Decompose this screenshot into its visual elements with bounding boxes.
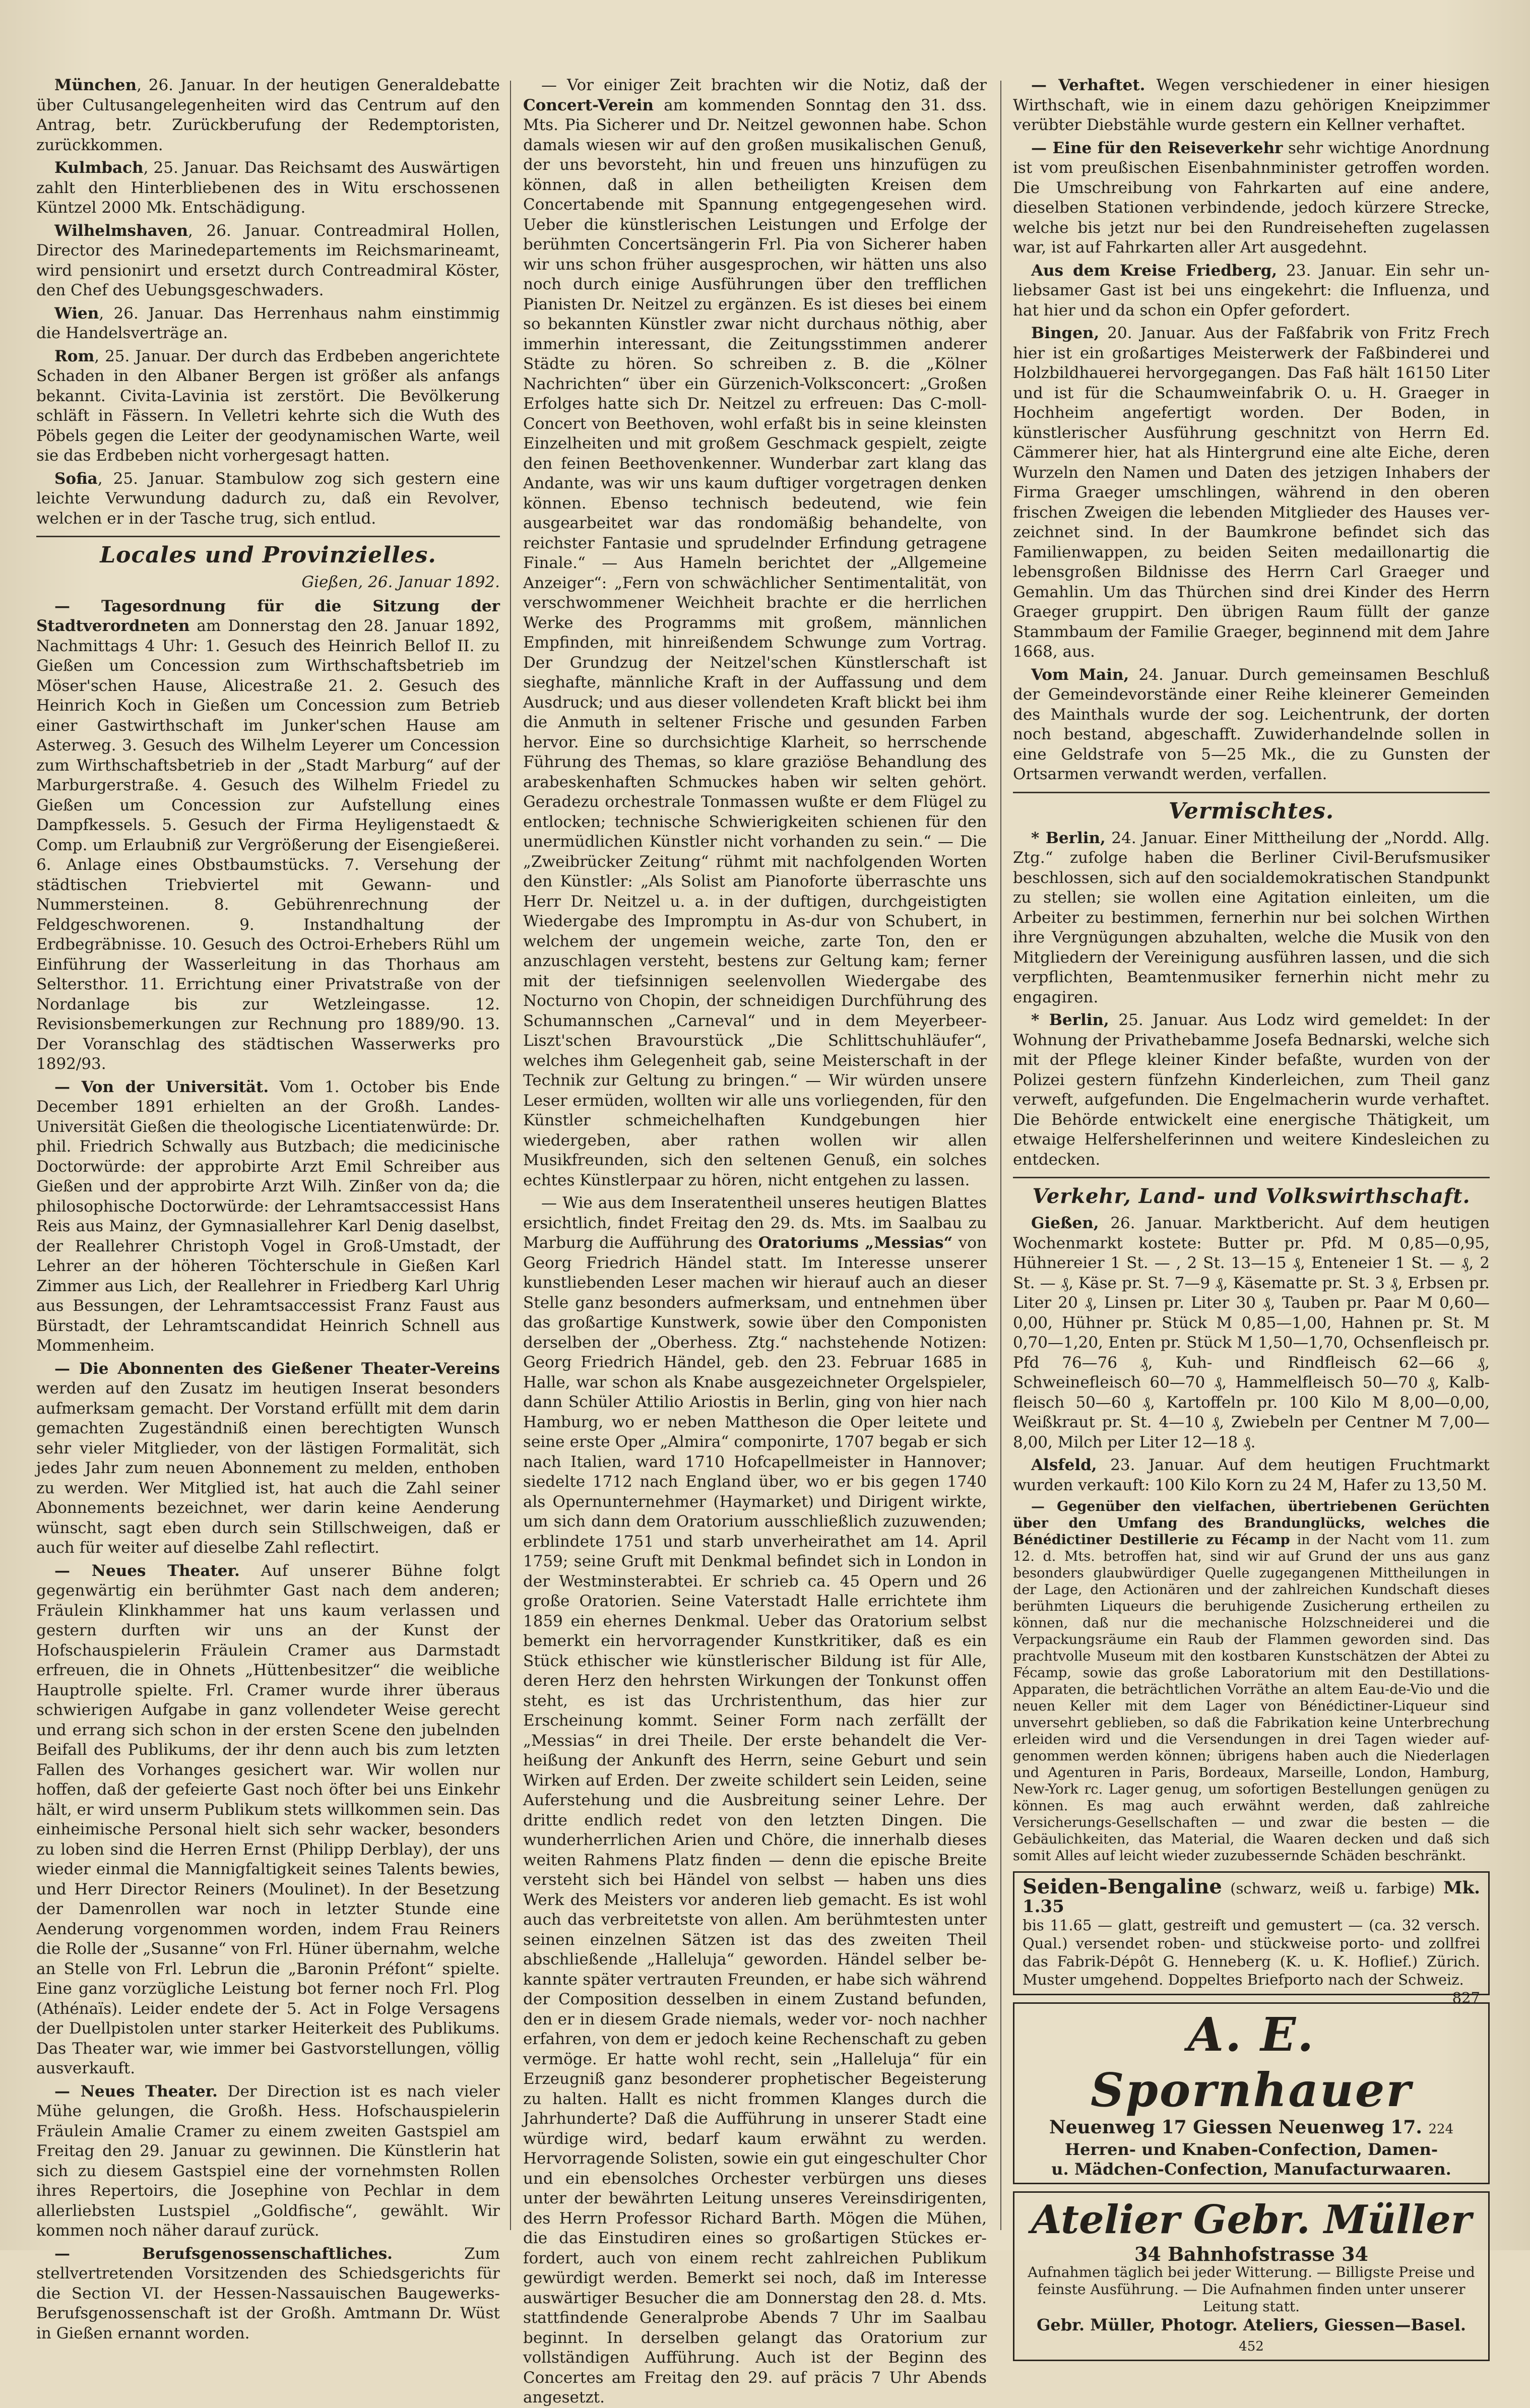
local-news	[36, 597, 500, 2344]
article-lead: Wien	[54, 304, 99, 323]
article-lead: Rom	[54, 347, 95, 365]
article-lead: — Eine für den	[1031, 139, 1168, 157]
article-text: 24. Januar. Durch gemeinsamen Beschluß der Gemeindevorstände einer Reihe kleinerer Gemeinden des Mainthals wurde der sog. Leichentrunk, der dorten noch bestand, abgeschafft. Zuwiderhandelnde sollen in eine Geldstrafe von 5—25 Mk., die zu Gunsten der Ortsarmen verwandt werden, verfallen.	[1013, 665, 1490, 783]
article-text: Wegen verschiedener in einer hiesigen Wirthschaft, wie in einem dazu gehörigen Kneipzimmer verübter Diebstähle wurde gestern ein Kellner verhaftet.	[1013, 76, 1490, 134]
advertisement-spornhauer	[1013, 2002, 1490, 2184]
article-lead: Aus dem Kreise Friedberg,	[1031, 261, 1278, 280]
ad-company-name: Atelier Gebr. Müller	[1031, 2196, 1472, 2243]
article-highlight: Reiseverkehr	[1167, 139, 1283, 157]
article-paragraph	[36, 1359, 500, 1558]
article-text: 23. Januar. Ein sehr unliebsamer Gast ist bei uns eingekehrt: die Influenza, und hat hier und da schon ein Opfer gefordert.	[1013, 261, 1490, 320]
ad-address: Neuenweg 17 Giessen Neuenweg 17.	[1049, 2117, 1422, 2138]
ad-line: u. Mädchen-Confection, Manufacturwaaren.	[1051, 2160, 1451, 2179]
article-paragraph	[36, 1561, 500, 2079]
local-news-continued	[523, 76, 987, 2408]
article-paragraph	[1013, 1214, 1490, 1452]
article-text: am Donnerstag den 28. Januar 1892, Nachmittags 4 Uhr: 1. Gesuch des Heinrich Bellof II. zu Gießen um Concession zum Wirthschaftsbetrieb im Möser'schen Hause, Alicestraße 21. 2. Gesuch des Heinrich Koch in Gießen um Concession zum Betrieb einer Gastwirthschaft im Junker'schen Hause am Asterweg. 3. Gesuch des Wilhelm Leyerer um Concession zum Wirthschaftsbetrieb in der „Stadt Marburg“ auf der Marburgerstraße. 4. Gesuch des Wilhelm Friedel zu Gießen um Concession zur Aufstellung eines Dampfkessels. 5. Gesuch der Firma Heyligenstaedt & Comp. um Erlaubniß zur Vergrößerung der Eisengießerei. 6. Anlage eines Obstbaumstücks. 7. Versehung der städtischen Triebviertel mit Gewann- und Nummersteinen. 8. Gebührenrechnung der Feldgeschworenen. 9. Instandhaltung der Erdbegräbnisse. 10. Gesuch des Octroi-Erhebers Rühl um Einführung der Wasserleitung in das Thorhaus am Seltersthor. 11. Errichtung einer Privatstraße von der Nordanlage bis zur Wetzleingasse. 12. Revisionsbemerkungen zur Rechnung pro 1889/90. 13. Der Voranschlag des städtischen Wasserwerks pro 1892/93.	[36, 617, 500, 1073]
article-text: Zum stellvertretenden Vorsitzenden des Schiedsgerichts für die Section VI. der Hessen-Nassauischen Baugewerks-Berufsgenossenschaft ist der Großh. Amtmann Dr. Wüst in Gießen ernannt worden.	[36, 2244, 500, 2342]
article-lead: — Neues Theater.	[54, 2082, 218, 2101]
article-lead: — Neues Theater.	[54, 1561, 240, 1580]
article-paragraph	[1013, 261, 1490, 321]
article-lead: München	[54, 76, 137, 94]
article-lead: Kulmbach	[54, 159, 144, 177]
local-news-continued	[1013, 76, 1490, 785]
ad-address: 34 Bahnhofstrasse 34	[1134, 2242, 1369, 2265]
article-text: 20. Januar. Aus der Faßfabrik von Fritz Frech hier ist ein großartiges Meisterwerk der Faßbinderei und Holzbildhauerei hervorgegangen. Das Faß hält 16150 Liter und ist für die Schaumweinfabrik O. u. H. Graeger in Hochheim angefertigt worden. Der Boden, in künstlerischer Ausführung geschnitzt von Herrn Ed. Cämmerer hier, hat als Hintergrund eine alte Eiche, deren Wurzeln den Namen und Daten des jetzigen Inhabers der Firma Graeger umschlingen, während in den oberen frischen Zweigen die lebenden Mitglieder des Hauses verzeichnet sind. In der Baumkrone befindet sich das Familienwappen, zu beiden Seiten medaillonartig die lebensgroßen Bildnisse des Herrn Carl Graeger und Gemahlin. Um das Thürchen sind drei Kinder des Herrn Graeger gruppirt. Den übrigen Raum füllt der ganze Stammbaum der Familie Graeger, beginnend mit dem Jahre 1668, aus.	[1013, 324, 1490, 661]
article-paragraph	[1013, 1498, 1490, 1864]
ad-title-note: (schwarz, weiß u. farbige)	[1222, 1880, 1443, 1897]
article-lead: — Vor einiger Zeit brachten wir die Notiz, daß der	[541, 76, 987, 94]
article-text: , 25. Januar. Stambulow zog sich gestern eine leichte Verwundung dadurch zu, daß ein Revolver, welchen er in der Tasche trug, sich entlud.	[36, 469, 500, 528]
article-text: , 26. Januar. In der heutigen Generaldebatte über Cultusangelegenheiten wird das Centrum auf den Antrag, betr. Zurückberufung der Redemptoristen, zurückkommen.	[36, 76, 500, 154]
article-lead: Bingen,	[1031, 324, 1100, 342]
economy-news	[1013, 1214, 1490, 1864]
article-lead: Gießen,	[1031, 1214, 1099, 1232]
article-lead: — Gegenüber den vielfachen, übertriebenen Gerüchten über den Umfang des Brandunglücks, welches die	[1013, 1499, 1490, 1531]
article-paragraph	[36, 347, 500, 466]
article-paragraph	[523, 1193, 987, 2408]
section-title-locales: Locales und Provinzielles.	[100, 542, 436, 568]
column-1	[36, 76, 500, 2342]
article-lead: * Berlin,	[1031, 1011, 1109, 1029]
article-lead: Alsfeld,	[1031, 1456, 1097, 1474]
column-rule	[510, 81, 511, 2230]
article-paragraph	[36, 158, 500, 218]
section-title-verkehr: Verkehr, Land- und Volkswirthschaft.	[1032, 1184, 1471, 1208]
article-text: 26. Januar. Marktbericht. Auf dem heutigen Wochenmarkt kostete: Butter pr. Pfd. M 0,85—0,95, Hühnereier 1 St. — , 2 St. 13—15 ₰, Enteneier 1 St. — ₰, 2 St. — ₰, Käse pr. St. 7—9 ₰, Käsematte pr. St. 3 ₰, Erbsen pr. Liter 20 ₰, Linsen pr. Liter 30 ₰, Tauben pr. Paar M 0,60—0,00, Hühner pr. Stück M 0,85—1,00, Hahnen pr. St. M 0,70—1,20, Enten pr. Stück M 1,50—1,70, Ochsenfleisch pr. Pfd 76—76 ₰, Kuh- und Rindfleisch 62—66 ₰, Schweinefleisch 60—70 ₰, Hammelfleisch 50—70 ₰, Kalbfleisch 50—60 ₰, Kartoffeln pr. 100 Kilo M 8,00—0,00, Weißkraut pr. St. 4—10 ₰, Zwiebeln per Centner M 7,00—8,00, Milch per Liter 12—18 ₰.	[1013, 1214, 1490, 1451]
section-divider	[36, 536, 500, 537]
article-paragraph	[36, 76, 500, 155]
ad-line: feinste Ausführung. — Die Aufnahmen finden unter unserer	[1037, 2281, 1465, 2298]
article-text: 23. Januar. Auf dem heutigen Fruchtmarkt wurden verkauft: 100 Kilo Korn zu 24 M, Hafer zu 13,50 M.	[1013, 1456, 1490, 1494]
ad-number: 452	[1239, 2338, 1264, 2354]
miscellaneous-news	[1013, 829, 1490, 1170]
article-paragraph	[1013, 829, 1490, 1008]
article-highlight: Oratoriums „Messias“	[758, 1234, 953, 1252]
column-rule	[1000, 81, 1001, 2230]
article-lead: * Berlin,	[1031, 829, 1106, 847]
ad-line: Aufnahmen täglich bei jeder Witterung. — Billigste Preise und	[1028, 2264, 1475, 2280]
article-text: 25. Januar. Aus Lodz wird gemeldet: In der Wohnung der Privathebamme Josefa Bednarski, welche sich mit der Pflege kleiner Kinder befaßte, wurden von der Polizei gestern fünfzehn Kinderleichen, zum Theil ganz verweft, aufgefunden. Die Engelmacherin wurde verhaftet. Die Behörde entwickelt eine energische Thätigkeit, um etwaige Helfershelferinnen und weitere Kindesleichen zu entdecken.	[1013, 1011, 1490, 1169]
ad-price: Mk. 1.35	[1023, 1878, 1480, 1917]
article-paragraph	[1013, 665, 1490, 785]
article-lead: — Die Abonnenten des Gießener Theater-Vereins	[54, 1359, 500, 1378]
article-text: , 25. Januar. Das Reichsamt des Auswärtigen zahlt den Hinterbliebenen des in Witu erschossenen Küntzel 2000 Mk. Entschädigung.	[36, 159, 500, 217]
article-lead: Wilhelmshaven	[54, 221, 188, 240]
section-divider	[1013, 792, 1490, 793]
ad-number: 224	[1428, 2122, 1454, 2137]
article-paragraph	[523, 76, 987, 1190]
article-paragraph	[36, 2082, 500, 2241]
article-text: , 26. Januar. Contreadmiral Hollen, Director des Marinedepartements im Reichsmarineamt, wird pensionirt und ersetzt durch Contreadmiral Köster, den Chef des Uebungsgeschwaders.	[36, 221, 500, 299]
article-text: von Georg Friedrich Händel statt. Im Interesse unserer kunstliebenden Leser machen wir hierauf auch an dieser Stelle ganz besonders aufmerksam, und entnehmen über das großartige Kunstwerk, sowie über den Componisten derselben der „Oberhess. Ztg.“ nachstehende Notizen: Georg Friedrich Händel, geb. den 23. Februar 1685 in Halle, war schon als Knabe ausgezeichneter Orgelspieler, dann Schüler Attilio Ariostis in Berlin, ging von hier nach Hamburg, wo er neben Mattheson die Oper leitete und seine erste Oper „Almira“ componirte, 1707 begab er sich nach Italien, ward 1710 Hofcapellmeister in Hannover; siedelte 1712 nach England über, wo er bis gegen 1740 als Opernunternehmer (Haymarket) und Dirigent wirkte, um sich dann dem Oratorium ausschließlich zuzuwenden; erblindete 1751 und starb unverheirathet am 14. April 1759; seine Gruft mit Denkmal befindet sich in London in der Westminsterabtei. Er schrieb ca. 45 Opern und 26 große Oratorien. Seine Vaterstadt Halle errichtete ihm 1859 ein ehernes Denkmal. Ueber das Oratorium selbst bemerkt ein hervorragender Kunstkritiker, daß es ein Stück ethischer wie künstlerischer Bildung ist für Alle, deren Herz den hehrsten Wirkungen der Tonkunst offen steht, es ist das Urchristenthum, das hier zur Erscheinung kommt. Seiner Form nach zerfällt der „Messias“ in drei Theile. Der erste behandelt die Verheißung der Ankunft des Herrn, seine Geburt und sein Wirken auf Erden. Der zweite schildert sein Leiden, seine Auferstehung und die Ausbreitung seiner Lehre. Der dritte endlich redet von den letzten Dingen. Die wunderherrlichen Arien und Chöre, die innerhalb dieses weiten Rahmens Platz finden — denn die epische Breite versteht sich bei Händel von selbst — haben uns dies Werk des Meisters vor anderen lieb gemacht. Es ist wohl auch das verbreitetste von allen. Am berühmtesten unter seinen einzelnen Sätzen ist das des zweiten Theil abschließende „Halleluja“ geworden. Händel selber bekannte später vertrauten Freunden, er habe sich während der Composition desselben in einem Zustand befunden, den er in diesem Grade niemals, weder vor- noch nachher erfahren, von dem er jedoch keine Rechenschaft zu geben vermöge. Er hatte wohl recht, sein „Halleluja“ für ein Erzeugniß ganz besonderer prophetischer Begeisterung zu halten. Hallt es nicht frommen Klanges durch die Jahrhunderte? Daß die Aufführung in unserer Stadt eine würdige wird, bedarf kaum erwähnt zu werden. Hervorragende Solisten, sowie ein gut eingeschulter Chor und ein ebensolches Orchester verbürgen uns dieses unter der bewährten Leitung unseres Vereinsdirigenten, des Herrn Professor Richard Barth. Mögen die Mühen, die das Einstudiren eines so großartigen Stückes erfordert, auch von einem recht zahlreichen Publikum gewürdigt werden. Bemerkt sei noch, daß im Interesse auswärtiger Besucher die am Donnerstag den 28. d. Mts. stattfindende Generalprobe Abends 7 Uhr im Saalbau beginnt. In derselben gelangt das Oratorium zur vollständigen Aufführung. Auch ist der Beginn des Concertes am Freitag den 29. auf präcis 7 Uhr Abends angesetzt.	[523, 1234, 987, 2406]
column-3	[1013, 76, 1490, 2354]
article-text: 24. Januar. Einer Mittheilung der „Nordd. Allg. Ztg.“ zufolge haben die Berliner Civil-Berufsmusiker beschlossen, sich auf den socialdemokratischen Standpunkt zu stellen; sie wollen eine Agitation einleiten, um die Arbeiter zu bestimmen, fernerhin nur bei solchen Wirthen ihre Vergnügungen abzuhalten, welche die Musik von den Mitgliedern der Vereinigung ausführen lassen, und die sich verpflichten, Beamtenmusiker fernerhin nicht mehr zu engagiren.	[1013, 829, 1490, 1006]
advertisement-seide	[1013, 1871, 1490, 2006]
ad-line: Leitung statt.	[1203, 2298, 1300, 2315]
article-lead: — Tagesordnung für die Sitzung der Stadtverordneten	[36, 597, 500, 635]
article-lead: — Verhaftet.	[1031, 76, 1145, 94]
ad-text: bis 11.65 — glatt, gestreift und gemustert — (ca. 32 versch. Qual.) versendet roben- und stückweise porto- und zollfrei das Fabrik-Dépôt G. Henneberg (K. u. K. Hoflief.) Zürich. Muster umgehend. Doppeltes Briefporto nach der Schweiz.	[1023, 1917, 1480, 1988]
advertisement-mueller	[1013, 2191, 1490, 2362]
article-paragraph	[1013, 76, 1490, 136]
section-dateline: Gießen, 26. Januar 1892.	[301, 573, 500, 591]
article-text: Der Direction ist es nach vieler Mühe gelungen, die Großh. Hess. Hofschauspielerin Fräulein Amalie Cramer zu einem zweiten Gastspiel am Freitag den 29. Januar zu gewinnen. Die Künstlerin hat sich zu diesem Gastspiel eine der vornehmsten Rollen ihres Repertoirs, die Josephine von Pechlar in dem allerliebsten Lustspiel „Goldfische“, gewählt. Wir kommen noch näher darauf zurück.	[36, 2082, 500, 2240]
article-highlight: Bénédictiner Destillerie zu Fécamp	[1013, 1532, 1290, 1548]
article-text: Auf unserer Bühne folgt gegenwärtig ein berühmter Gast nach dem anderen; Fräulein Klinkhammer hat uns kaum verlassen und gestern durften wir uns an der Kunst der Hofschauspielerin Fräulein Cramer aus Darmstadt erfreuen, die in Ohnets „Hüttenbesitzer“ die weibliche Hauptrolle spielte. Frl. Cramer wurde ihrer überaus schwierigen Aufgabe in ganz vollendeter Weise gerecht und errang sich schon in der ersten Scene den jubelnden Beifall des Publikums, der ihr denn auch bis zum letzten Fallen des Vorhanges gesichert war. Wir wollen nur hoffen, daß der gefeierte Gast noch öfter bei uns Einkehr hält, er wird unserm Publikum stets willkommen sein. Das einheimische Personal hielt sich sehr wacker, besonders zu loben sind die Herren Ernst (Philipp Derblay), der uns wieder einmal die Mannigfaltigkeit seines Talents bewies, und Herr Director Reiners (Moulinet). In der Besetzung der Damenrollen war noch in letzter Stunde eine Aenderung vorgenommen worden, indem Frau Reiners die Rolle der „Susanne“ von Frl. Hüner übernahm, welche an Stelle von Frl. Lebrun die „Baronin Préfont“ spielte. Eine ganz vorzügliche Leistung bot ferner noch Frl. Plog (Athénaïs). Leider endete der 5. Act in Folge Versagens der Duellpistolen unter starker Heiterkeit des Publikums. Das Theater war, wie immer bei Gastvorstellungen, völlig ausverkauft.	[36, 1561, 500, 2077]
ad-company-name: A. E. Spornhauer	[1091, 2007, 1412, 2117]
article-lead: Vom Main,	[1031, 665, 1129, 684]
article-text: am kommenden Sonntag den 31. dss. Mts. Pia Sicherer und Dr. Neitzel gewonnen habe. Schon damals wiesen wir auf den großen musikalischen Genuß, der uns bevorsteht, hin und freuen uns hinzufügen zu können, daß in allen betheiligten Kreisen dem Concertabende mit Spannung entgegengesehen wird. Ueber die künstlerischen Leistungen und Erfolge der berühmten Concertsängerin Frl. Pia von Sicherer haben wir uns schon früher ausgesprochen, wir hätten uns also noch durch einige Ausführungen über den trefflichen Pianisten Dr. Neitzel zu ergänzen. Es ist dieses bei einem so bekannten Künstler zwar nicht durchaus nöthig, aber immerhin interessant, die Zeitungsstimmen anderer Städte zu hören. So schreiben z. B. die „Kölner Nachrichten“ über ein Gürzenich-Volksconcert: „Großen Erfolges hatte sich Dr. Neitzel zu erfreuen: Das C-moll-Concert von Beethoven, wohl erfaßt bis in seine kleinsten Einzelheiten und mit großem Geschmack gespielt, zeigte den feinen Beethovenkenner. Wunderbar zart klang das Andante, was wir uns kaum duftiger vorgetragen denken können. Ebenso technisch bedeutend, wie fein ausgearbeitet war das rondomäßig behandelte, von reichster Fantasie und sprudelnder Erfindung getragene Finale.“ — Aus Hameln berichtet der „Allgemeine Anzeiger“: „Fern von schwächlicher Sentimentalität, von verschwommener Weichheit brachte er die herrlichen Werke des Programms mit großem, männlichen Empfinden, mit hinreißendem Schwunge zum Vortrag. Der Grundzug der Neitzel'schen Künstlerschaft ist sieghafte, männliche Kraft in der Auffassung und dem Ausdruck; und aus dieser vollendeten Kraft blickt bei ihm die Anmuth in seltener Frische und gesunden Farben hervor. Eine so durchsichtige Klarheit, so herrschende Führung des Themas, so klare graziöse Behandlung des arabeskenhaften Schmuckes haben wir selten gehört. Geradezu orchestrale Tonmassen wußte er dem Flügel zu entlocken; technische Schwierigkeiten schienen für den unermüdlichen Künstler nicht vorhanden zu sein.“ — Die „Zweibrücker Zeitung“ rühmt mit nachfolgenden Worten den Künstler: „Als Solist am Pianoforte überraschte uns Herr Dr. Neitzel u. a. in der duftigen, durchgeistigten Wiedergabe des Impromptu in As-dur von Schubert, in welchem der ungemein weiche, zarte Ton, den er anzuschlagen versteht, bestens zur Geltung kam; ferner mit der tiefsinnigen seelenvollen Wiedergabe des Nocturno von Chopin, der schneidigen Durchführung des Schumannschen „Carneval“ und in dem Meyerbeer-Liszt'schen Bravourstück „Die Schlittschuhläufer“, welches ihm Gelegenheit gab, seine Meisterschaft in der Technik zur Geltung zu bringen.“ — Wir würden unsere Leser ermüden, wollten wir alle uns vorliegenden, für den Künstler schmeichelhaften Kundgebungen hier wiedergeben, aber rathen wollen wir allen Musikfreunden, sich den seltenen Genuß, ein solches echtes Künstlerpaar zu hören, nicht entgehen zu lassen.	[523, 96, 987, 1189]
ad-line: Herren- und Knaben-Confection, Damen-	[1064, 2139, 1438, 2159]
article-lead: — Von der Universität.	[54, 1078, 269, 1096]
section-title-vermischtes: Vermischtes.	[1168, 798, 1334, 824]
article-paragraph	[36, 597, 500, 1074]
article-paragraph	[1013, 1455, 1490, 1495]
article-lead: Sofia	[54, 469, 98, 488]
article-paragraph	[1013, 139, 1490, 258]
ad-footer: Gebr. Müller, Photogr. Ateliers, Giessen—Basel.	[1037, 2315, 1466, 2334]
article-text: Vom 1. October bis Ende December 1891 erhielten an der Großh. Landes-Universität Gießen die theologische Licentiatenwürde: Dr. phil. Friedrich Schwally aus Butzbach; die medicinische Doctorwürde: der approbirte Arzt Emil Schreiber aus Gießen und der approbirte Arzt Wilh. Zinßer von da; die philosophische Doctorwürde: der Lehramtsaccessist Hans Reis aus Mainz, der Gymnasiallehrer Karl Denig daselbst, der Reallehrer Christoph Vogel in Groß-Umstadt, der Lehrer an der höheren Töchterschule in Gießen Karl Zimmer aus Lich, der Reallehrer in Friedberg Karl Uhrig aus Bessungen, der Lehramtsaccessist Franz Faust aus Bürstadt, der Lehramtscandidat Heinrich Schnell aus Mommenheim.	[36, 1078, 500, 1355]
article-paragraph	[36, 469, 500, 529]
article-paragraph	[36, 2244, 500, 2344]
article-highlight: Concert-Verein	[523, 96, 654, 114]
article-lead: — Berufsgenossenschaftliches.	[54, 2244, 393, 2263]
article-lead: — Wie aus dem Inseratentheil unseres heutigen Blattes ersichtlich, findet Freitag den 29. ds. Mts. im Saalbau zu Marburg die Aufführung des	[523, 1194, 987, 1252]
article-paragraph	[36, 1078, 500, 1356]
article-paragraph	[1013, 324, 1490, 662]
section-divider	[1013, 1177, 1490, 1178]
article-text: , 26. Januar. Das Herrenhaus nahm einstimmig die Handelsverträge an.	[36, 304, 500, 342]
ad-title: Seiden-Bengaline	[1023, 1875, 1222, 1898]
ad-number: 827	[1452, 1989, 1480, 2006]
article-text: werden auf den Zusatz im heutigen Inserat besonders aufmerksam gemacht. Der Vorstand erfüllt mit dem darin gemachten Zugeständniß einen berechtigten Wunsch sehr vieler Mitglieder, von der lästigen Formalität, sich jedes Jahr zum neuen Abonnement zu melden, enthoben zu werden. Wer Mitglied ist, hat auch die Zahl seiner Abonnements bezeichnet, wer darin keine Aenderung wünscht, sagt eben durch sein Stillschweigen, daß er auch für weiter auf dieselbe Zahl reflectirt.	[36, 1379, 500, 1557]
news-telegrams	[36, 76, 500, 529]
column-2	[523, 76, 987, 2406]
article-paragraph	[1013, 1010, 1490, 1170]
article-paragraph	[36, 304, 500, 344]
article-text: sehr wichtige Anordnung ist vom preußischen Eisenbahnminister getroffen worden. Die Umschreibung von Fahrkarten auf eine andere, dieselben Stationen verbindende, jedoch kürzere Strecke, welche bis jetzt nur bei den Rundreiseheften zugelassen war, ist auf Fahrkarten aller Art ausgedehnt.	[1013, 139, 1490, 257]
article-paragraph	[36, 221, 500, 301]
article-text: in der Nacht vom 11. zum 12. d. Mts. betroffen hat, sind wir auf Grund der uns aus ganz besonders glaubwürdiger Quelle zugegangenen Mittheilungen in der Lage, den Actionären und der zahlreichen Kundschaft dieses berühmten Liqueurs die beruhigende Zusicherung ertheilen zu können, daß nur die mechanische Holzschneiderei und die Verpackungsräume ein Raub der Flammen geworden sind. Das prachtvolle Museum mit den kostbaren Kunstschätzen der Abtei zu Fécamp, sowie das große Laboratorium mit den Destillations-Apparaten, die beträchtlichen Vorräthe an altem Eau-de-Vio und die neuen Keller mit dem Lager von Bénédictiner-Liqueur sind unversehrt geblieben, so daß die Fabrikation keine Unterbrechung erleiden wird und die Versendungen in drei Tagen wieder aufgenommen werden können; übrigens haben auch die Niederlagen und Agenturen in Paris, Bordeaux, Marseille, London, Hamburg, New-York rc. Lager genug, um sofortigen Bestellungen genügen zu können. Es mag auch erwähnt werden, daß zahlreiche Versicherungs-Gesellschaften — und zwar die besten — die Gebäulichkeiten, das Material, die Waaren decken und daß sich somit Alles auf leicht wieder zuzubessernde Schäden beschränkt.	[1013, 1532, 1490, 1864]
article-text: , 25. Januar. Der durch das Erdbeben angerichtete Schaden in den Albaner Bergen ist größer als anfangs bekannt. Civita-Lavinia ist zerstört. Die Bevölkerung schläft in Fässern. In Velletri kehrte sich die Wuth des Pöbels gegen die Leiter der geodynamischen Warte, weil sie das Erdbeben nicht vorhergesagt hatten.	[36, 347, 500, 465]
